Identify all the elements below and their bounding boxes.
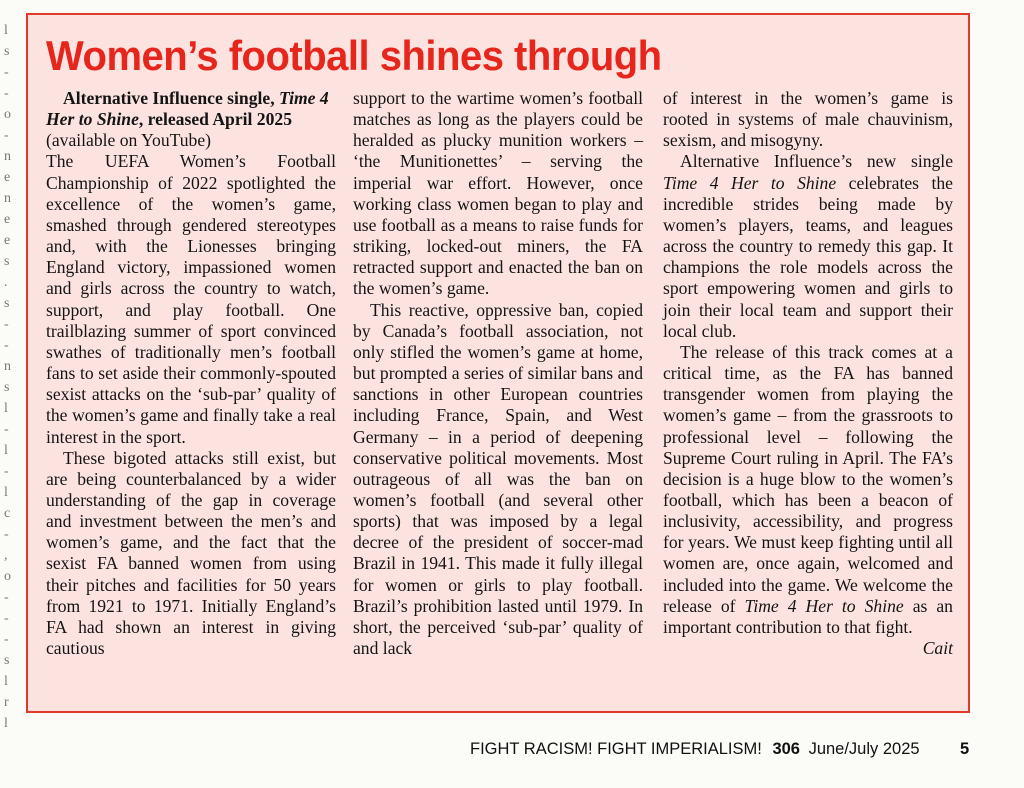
margin-fragment: - — [4, 86, 9, 101]
margin-fragment: n — [4, 359, 11, 374]
paragraph-3-continued — [663, 88, 953, 151]
margin-fragment: s — [4, 296, 10, 311]
paragraph-4: Alternative Influence’s new single Time 4 Her to Shine celebrates the incredible strides being made by women’s players, teams, and leagues across the country to remedy this gap. It champions the role models across the sport empowering women and girls to join their local team and support their local club. — [663, 151, 953, 341]
footer-page-number: 5 — [960, 740, 970, 758]
margin-fragment: n — [4, 191, 11, 206]
margin-fragment: - — [4, 338, 9, 353]
column-2 — [353, 88, 643, 659]
previous-page-margin — [0, 0, 22, 740]
paragraph-2-part-b: support to the wartime women’s football matches as long as the players could be heralded as plucky munition workers – ‘the Munitionettes’ – serving the imperial war effort. However, once working class women began to play and use football as a means to raise funds for striking, locked-out miners, the FA retracted support and enacted the ban on the women’s game. — [353, 88, 643, 299]
paragraph-2-continued — [353, 88, 643, 300]
margin-fragment: e — [4, 170, 11, 185]
margin-fragment: - — [4, 611, 9, 626]
margin-fragment: r — [4, 695, 9, 710]
margin-fragment: l — [4, 716, 8, 731]
paragraph-3-part-a: This reactive, oppressive ban, copied by Canada’s football association, not only stifled the women’s game at home, but prompted a series of similar bans and sanctions in other European countries including France, Spain, and West Germany – in a period of deepening conservative political movements. Most outrageous of all was the ban on women’s football (and several other sports) that was imposed by a legal decree of the president of soccer-mad Brazil in 1941. This made it fully illegal for women or girls to play football. Brazil’s prohibition lasted until 1979. In short, the perceived ‘sub-par’ quality of and lack — [353, 299, 643, 659]
margin-fragment: l — [4, 23, 8, 38]
page-footer — [470, 740, 970, 759]
margin-fragment: s — [4, 653, 10, 668]
margin-fragment: - — [4, 128, 9, 143]
song-title-inline: Time 4 Her to Shine — [663, 172, 837, 193]
margin-fragment: o — [4, 107, 11, 122]
margin-fragment: o — [4, 569, 11, 584]
footer-masthead: FIGHT RACISM! FIGHT IMPERIALISM! — [470, 740, 762, 758]
margin-fragment: - — [4, 422, 9, 437]
margin-fragment: l — [4, 443, 8, 458]
song-title-inline-2: Time 4 Her to Shine — [744, 595, 904, 616]
margin-fragment: e — [4, 212, 11, 227]
column-1 — [46, 88, 336, 659]
footer-date: June/July 2025 — [808, 740, 920, 758]
article-box — [26, 13, 970, 713]
margin-fragment: c — [4, 506, 11, 521]
margin-fragment: s — [4, 254, 10, 269]
margin-fragment: s — [4, 44, 10, 59]
paragraph-3 — [353, 300, 643, 660]
margin-fragment: - — [4, 65, 9, 80]
margin-fragment: , — [4, 548, 8, 563]
margin-fragment: - — [4, 632, 9, 647]
margin-fragment: - — [4, 527, 9, 542]
review-title: Alternative Influence single, Time 4 Her to Shine, released April 2025 — [46, 88, 329, 130]
margin-fragment: l — [4, 401, 8, 416]
margin-fragment: l — [4, 485, 8, 500]
paragraph-5: The release of this track comes at a critical time, as the FA has banned transgender women from playing the women’s game – from the grassroots to professional level – following the Supreme Court ruling in April. The FA’s decision is a huge blow to the women’s football, which has been a beacon of inclusivity, accessibility, and progress for years. We must keep fighting until all women are, once again, welcomed and included into the game. We welcome the release of Time 4 Her to Shine as an important contribution to that fight. — [663, 341, 953, 637]
paragraph-2 — [46, 448, 336, 660]
paragraph-3-part-b: of interest in the women’s game is rooted in systems of male chauvinism, sexism, and misogyny. — [663, 88, 953, 151]
margin-fragment: s — [4, 380, 10, 395]
margin-fragment: - — [4, 317, 9, 332]
margin-fragment: . — [4, 275, 8, 290]
column-3 — [663, 88, 953, 659]
footer-issue-number: 306 — [772, 740, 800, 758]
margin-fragment: n — [4, 149, 11, 164]
paragraph-2-part-a: These bigoted attacks still exist, but are being counterbalanced by a wider understanding of the gap in coverage and investment between the men’s and women’s game, and the fact that the sexist FA banned women from using their pitches and facilities for 50 years from 1921 to 1971. Initially England’s FA had shown an interest in giving cautious — [46, 447, 336, 659]
author-signature: Cait — [922, 638, 953, 659]
margin-fragment: - — [4, 590, 9, 605]
margin-fragment: - — [4, 464, 9, 479]
paragraph-1: The UEFA Women’s Football Championship of 2022 spotlighted the excellence of the women’s game, smashed through gendered stereotypes and, with the Lionesses bringing England victory, impassioned women and girls across the country to watch, support, and play football. One trailblazing summer of sport convinced swathes of traditionally men’s football fans to set aside their commonly-spouted sexist attacks on the ‘sub-par’ quality of the women’s game and finally take a real interest in the sport. — [46, 151, 336, 447]
review-availability: (available on YouTube) — [46, 130, 212, 151]
margin-fragment: e — [4, 233, 11, 248]
song-title: Time 4 Her to Shine — [46, 88, 329, 130]
margin-fragment: l — [4, 674, 8, 689]
article-headline: Women’s football shines through — [46, 33, 662, 80]
